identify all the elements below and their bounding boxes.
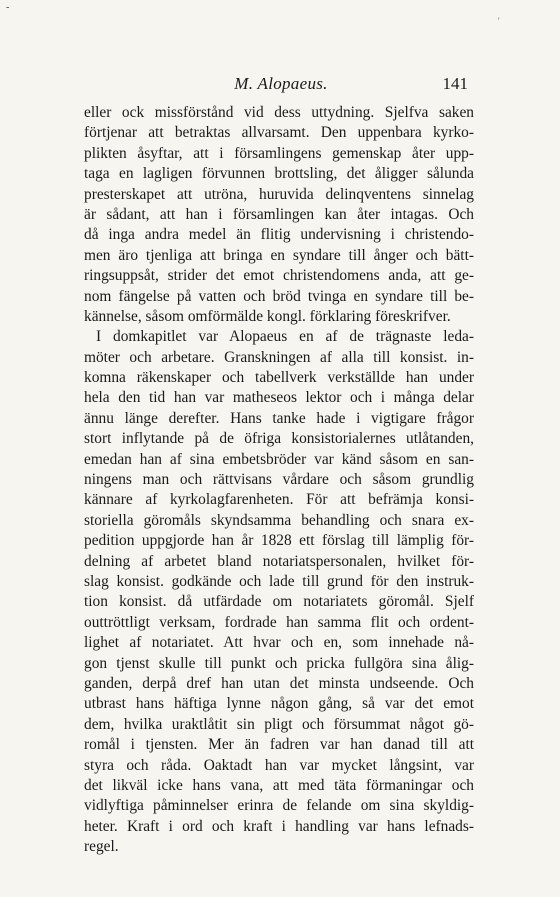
text-line: förtjenar att betraktas allvarsamt. Den uppenbara kyrko- [84,124,474,142]
running-head-title: M. Alopaeus. [234,74,328,93]
text-line: ganden, derpå dref han utan det minsta undseende. Och [84,674,474,692]
text-line: dem, hvilka uraktlåtit sin pligt och försummat något gö- [84,715,474,733]
text-line: romål i tjensten. Mer än fadren var han danad till att [84,736,474,754]
text-line: är sådant, att han i församlingen kan åter intagas. Och [84,205,474,223]
text-line: regel. [84,838,119,856]
text-line: hela den tid han var matheseos lektor och i många delar [84,389,474,407]
text-line: lighet af notariatet. Att hvar och en, som innehade nå- [84,634,474,652]
text-line: kännare af kyrkolagfarenheten. För att befrämja konsi- [84,491,474,509]
text-line: presterskapet att utröna, huruvida delinqventens sinnelag [84,185,474,203]
text-line: stort inflytande på de öfriga konsistorialernes utlåtanden, [84,430,474,448]
text-line: delning af arbetet bland notariatspersonalen, hvilket för- [84,552,474,570]
text-line: storiella göromåls skyndsamma behandling och snara ex- [84,511,474,529]
text-line: ännu länge derefter. Hans tanke hade i vigtigare frågor [84,409,474,427]
text-line: utbrast hans häftiga lynne någon gång, så var det emot [84,695,474,713]
running-head [86,74,476,96]
margin-mark-left: - [6,2,10,13]
text-line: heter. Kraft i ord och kraft i handling var hans lefnads- [84,817,474,835]
text-line: nom fängelse på vatten och bröd tvinga en syndare till be- [84,287,474,305]
margin-mark-right: ' [498,16,500,26]
text-line: möter och arbetare. Granskningen af alla till konsist. in- [84,348,474,366]
text-line: I domkapitlet var Alopaeus en af de trägnaste leda- [96,328,474,346]
body-text [84,103,474,857]
text-line: ningens man och rättvisans vårdare och såsom grundlig [84,471,474,489]
text-line: emedan han af sina embetsbröder var känd såsom en san- [84,450,474,468]
text-line: men äro tjenliga att bringa en syndare till ånger och bätt- [84,246,474,264]
text-line: då inga andra medel än flitig undervisning i christendo- [84,226,474,244]
text-line: plikten åsyftar, att i församlingens gemenskap åter upp- [84,144,474,162]
text-line: outtröttligt verksam, fordrade han samma flit och ordent- [84,613,474,631]
text-line: taga en lagligen förvunnen brottsling, det åligger sålunda [84,165,474,183]
text-line: kännelse, såsom omförmälde kongl. förklaring föreskrifver. [84,307,451,325]
text-line: tion konsist. då utfärdade om notariatets göromål. Sjelf [84,593,474,611]
text-line: vidlyftiga påminnelser erinra de felande om sina skyldig- [84,797,474,815]
text-line: det likväl icke hans vana, att med täta förmaningar och [84,776,474,794]
text-line: slag konsist. godkände och lade till grund för den instruk- [84,572,474,590]
text-line: eller ock missförstånd vid dess uttydning. Sjelfva saken [84,104,474,121]
text-line: gon tjenst skulle till punkt och pricka fullgöra sina ålig- [84,654,474,672]
text-line: ringsuppsåt, strider det emot christendomens anda, att ge- [84,267,474,285]
text-line: pedition uppgjorde han år 1828 ett förslag till lämplig för- [84,532,474,550]
page-number: 141 [442,74,468,93]
text-line: styra och råda. Oaktadt han var mycket långsint, var [84,756,474,774]
text-line: komna räkenskaper och tabellverk verkställde han under [84,369,474,387]
